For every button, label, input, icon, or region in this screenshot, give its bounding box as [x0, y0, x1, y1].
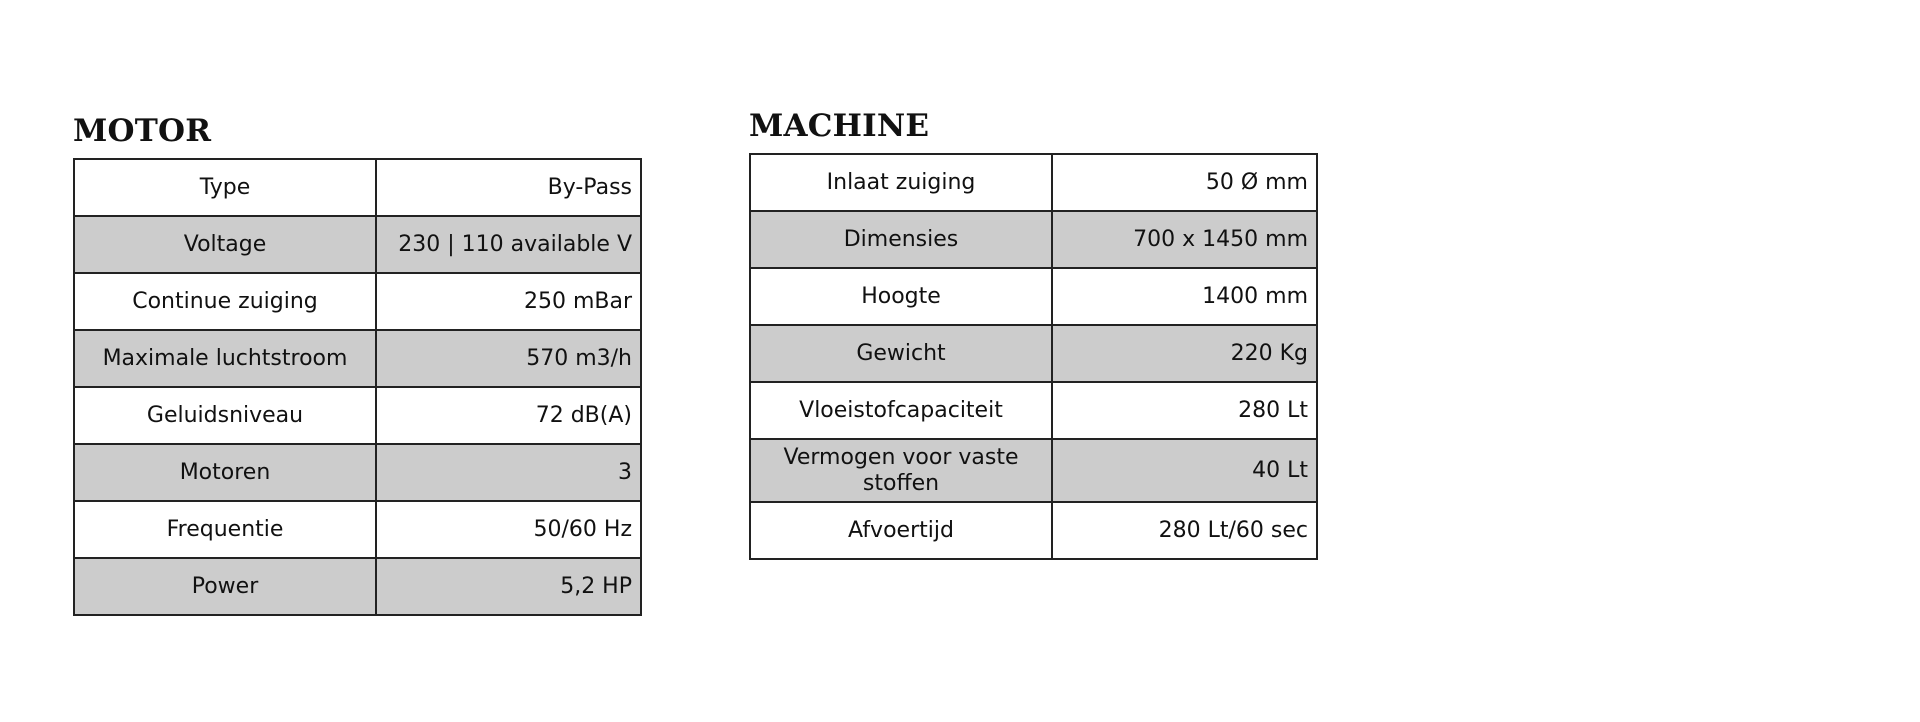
motor-label-voltage: Voltage: [74, 216, 376, 273]
machine-value-solid-capacity: 40 Lt: [1052, 439, 1317, 502]
machine-label-drain-time: Afvoertijd: [750, 502, 1052, 559]
table-row: [750, 439, 1317, 502]
table-row: [74, 558, 641, 615]
machine-value-drain-time: 280 Lt/60 sec: [1052, 502, 1317, 559]
machine-value-inlet: 50 Ø mm: [1052, 154, 1317, 211]
table-row: [750, 154, 1317, 211]
table-row: [74, 387, 641, 444]
table-row: [750, 211, 1317, 268]
table-row: [74, 444, 641, 501]
machine-label-liquid-capacity: Vloeistofcapaciteit: [750, 382, 1052, 439]
machine-spec-table: [749, 153, 1318, 560]
table-row: [74, 501, 641, 558]
table-row: [750, 268, 1317, 325]
table-row: [74, 216, 641, 273]
table-row: [74, 273, 641, 330]
motor-title: MOTOR: [73, 113, 212, 149]
motor-label-suction: Continue zuiging: [74, 273, 376, 330]
motor-label-motors: Motoren: [74, 444, 376, 501]
table-row: [750, 382, 1317, 439]
table-row: [750, 502, 1317, 559]
motor-value-suction: 250 mBar: [376, 273, 641, 330]
machine-value-dimensions: 700 x 1450 mm: [1052, 211, 1317, 268]
machine-section: [749, 107, 1318, 560]
motor-value-voltage: 230 | 110 available V: [376, 216, 641, 273]
motor-value-power: 5,2 HP: [376, 558, 641, 615]
motor-value-type: By-Pass: [376, 159, 641, 216]
motor-label-noise: Geluidsniveau: [74, 387, 376, 444]
motor-spec-table: [73, 158, 642, 616]
machine-value-height: 1400 mm: [1052, 268, 1317, 325]
motor-label-airflow: Maximale luchtstroom: [74, 330, 376, 387]
motor-value-airflow: 570 m3/h: [376, 330, 641, 387]
machine-label-weight: Gewicht: [750, 325, 1052, 382]
table-row: [750, 325, 1317, 382]
motor-value-motors: 3: [376, 444, 641, 501]
machine-value-weight: 220 Kg: [1052, 325, 1317, 382]
motor-label-power: Power: [74, 558, 376, 615]
motor-label-frequency: Frequentie: [74, 501, 376, 558]
motor-value-noise: 72 dB(A): [376, 387, 641, 444]
machine-title: MACHINE: [749, 108, 930, 144]
motor-value-frequency: 50/60 Hz: [376, 501, 641, 558]
machine-label-height: Hoogte: [750, 268, 1052, 325]
machine-value-liquid-capacity: 280 Lt: [1052, 382, 1317, 439]
motor-section: [73, 112, 642, 616]
table-row: [74, 330, 641, 387]
table-row: [74, 159, 641, 216]
machine-label-dimensions: Dimensies: [750, 211, 1052, 268]
motor-label-type: Type: [74, 159, 376, 216]
machine-label-solid-capacity: Vermogen voor vaste stoffen: [750, 439, 1052, 502]
machine-label-inlet: Inlaat zuiging: [750, 154, 1052, 211]
